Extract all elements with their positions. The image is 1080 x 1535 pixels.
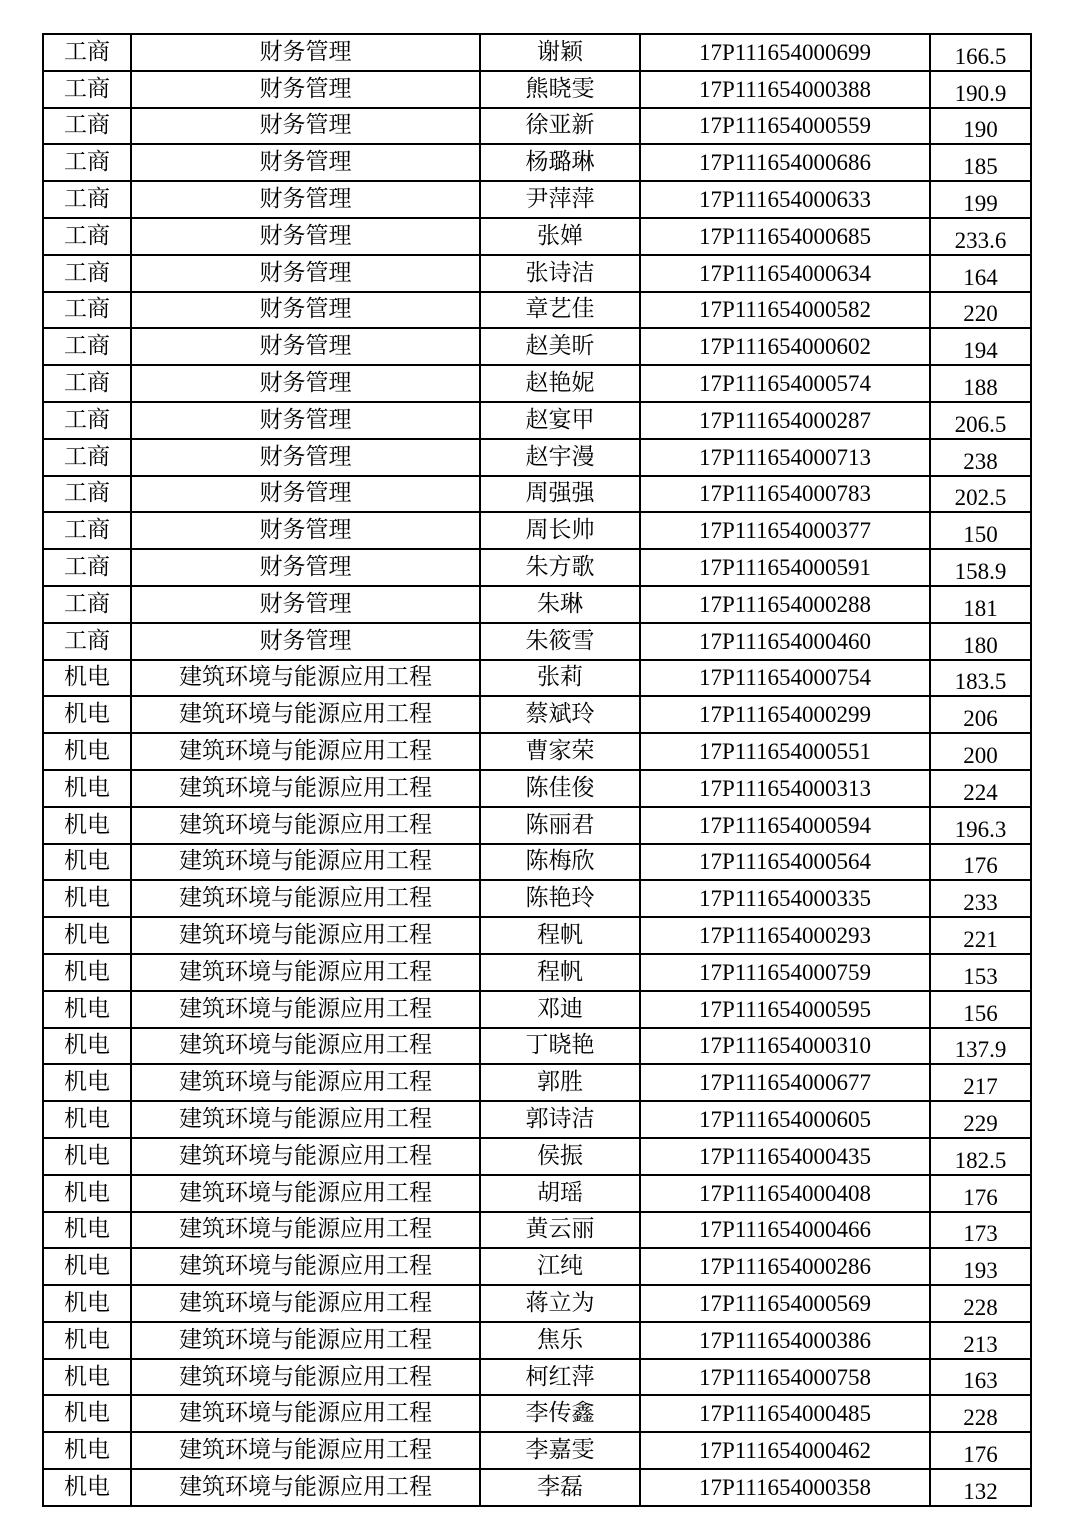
exam-id-cell: 17P111654000435 bbox=[640, 1138, 930, 1175]
table-row bbox=[43, 328, 1031, 365]
table-row bbox=[43, 292, 1031, 329]
table-row bbox=[43, 255, 1031, 292]
major-cell: 建筑环境与能源应用工程 bbox=[131, 954, 480, 991]
major-cell: 财务管理 bbox=[131, 439, 480, 476]
major-cell: 建筑环境与能源应用工程 bbox=[131, 844, 480, 881]
major-cell: 建筑环境与能源应用工程 bbox=[131, 1212, 480, 1249]
department-cell: 工商 bbox=[43, 71, 131, 108]
score-cell: 150 bbox=[930, 512, 1031, 549]
score-cell: 190.9 bbox=[930, 71, 1031, 108]
major-cell: 建筑环境与能源应用工程 bbox=[131, 1175, 480, 1212]
exam-id-cell: 17P111654000388 bbox=[640, 71, 930, 108]
department-cell: 机电 bbox=[43, 1101, 131, 1138]
department-cell: 工商 bbox=[43, 108, 131, 145]
student-name-cell: 尹萍萍 bbox=[480, 181, 640, 218]
major-cell: 财务管理 bbox=[131, 476, 480, 513]
exam-id-cell: 17P111654000602 bbox=[640, 328, 930, 365]
department-cell: 工商 bbox=[43, 512, 131, 549]
department-cell: 工商 bbox=[43, 34, 131, 71]
student-name-cell: 柯红萍 bbox=[480, 1359, 640, 1396]
department-cell: 工商 bbox=[43, 549, 131, 586]
student-name-cell: 谢颖 bbox=[480, 34, 640, 71]
department-cell: 机电 bbox=[43, 1285, 131, 1322]
student-name-cell: 周强强 bbox=[480, 476, 640, 513]
exam-id-cell: 17P111654000633 bbox=[640, 181, 930, 218]
score-cell: 217 bbox=[930, 1064, 1031, 1101]
major-cell: 财务管理 bbox=[131, 402, 480, 439]
table-row bbox=[43, 844, 1031, 881]
exam-id-cell: 17P111654000310 bbox=[640, 1028, 930, 1065]
major-cell: 财务管理 bbox=[131, 292, 480, 329]
table-row bbox=[43, 770, 1031, 807]
department-cell: 机电 bbox=[43, 1138, 131, 1175]
score-cell: 193 bbox=[930, 1248, 1031, 1285]
score-cell: 196.3 bbox=[930, 807, 1031, 844]
table-row bbox=[43, 181, 1031, 218]
score-cell: 173 bbox=[930, 1212, 1031, 1249]
major-cell: 建筑环境与能源应用工程 bbox=[131, 1322, 480, 1359]
department-cell: 工商 bbox=[43, 439, 131, 476]
department-cell: 工商 bbox=[43, 218, 131, 255]
exam-id-cell: 17P111654000783 bbox=[640, 476, 930, 513]
student-name-cell: 李嘉雯 bbox=[480, 1432, 640, 1469]
table-row bbox=[43, 439, 1031, 476]
department-cell: 工商 bbox=[43, 255, 131, 292]
department-cell: 工商 bbox=[43, 328, 131, 365]
table-row bbox=[43, 1432, 1031, 1469]
major-cell: 财务管理 bbox=[131, 144, 480, 181]
student-name-cell: 曹家荣 bbox=[480, 733, 640, 770]
score-cell: 132 bbox=[930, 1469, 1031, 1506]
table-row bbox=[43, 34, 1031, 71]
student-name-cell: 赵艳妮 bbox=[480, 365, 640, 402]
score-cell: 183.5 bbox=[930, 660, 1031, 697]
score-cell: 199 bbox=[930, 181, 1031, 218]
student-name-cell: 朱琳 bbox=[480, 586, 640, 623]
table-row bbox=[43, 1212, 1031, 1249]
major-cell: 财务管理 bbox=[131, 328, 480, 365]
exam-id-cell: 17P111654000551 bbox=[640, 733, 930, 770]
table-row bbox=[43, 108, 1031, 145]
exam-id-cell: 17P111654000699 bbox=[640, 34, 930, 71]
exam-id-cell: 17P111654000605 bbox=[640, 1101, 930, 1138]
student-name-cell: 程帆 bbox=[480, 954, 640, 991]
major-cell: 财务管理 bbox=[131, 365, 480, 402]
table-row bbox=[43, 1359, 1031, 1396]
department-cell: 机电 bbox=[43, 660, 131, 697]
score-cell: 238 bbox=[930, 439, 1031, 476]
table-row bbox=[43, 807, 1031, 844]
student-name-cell: 陈艳玲 bbox=[480, 880, 640, 917]
department-cell: 机电 bbox=[43, 1432, 131, 1469]
student-name-cell: 朱筱雪 bbox=[480, 623, 640, 660]
score-cell: 206 bbox=[930, 696, 1031, 733]
student-name-cell: 杨璐琳 bbox=[480, 144, 640, 181]
table-row bbox=[43, 917, 1031, 954]
student-name-cell: 程帆 bbox=[480, 917, 640, 954]
score-cell: 200 bbox=[930, 733, 1031, 770]
exam-id-cell: 17P111654000754 bbox=[640, 660, 930, 697]
student-name-cell: 李磊 bbox=[480, 1469, 640, 1506]
student-name-cell: 章艺佳 bbox=[480, 292, 640, 329]
table-row bbox=[43, 660, 1031, 697]
major-cell: 建筑环境与能源应用工程 bbox=[131, 1359, 480, 1396]
exam-id-cell: 17P111654000574 bbox=[640, 365, 930, 402]
score-cell: 194 bbox=[930, 328, 1031, 365]
exam-id-cell: 17P111654000759 bbox=[640, 954, 930, 991]
exam-id-cell: 17P111654000677 bbox=[640, 1064, 930, 1101]
student-name-cell: 蔡斌玲 bbox=[480, 696, 640, 733]
exam-id-cell: 17P111654000591 bbox=[640, 549, 930, 586]
major-cell: 建筑环境与能源应用工程 bbox=[131, 1285, 480, 1322]
student-name-cell: 赵宇漫 bbox=[480, 439, 640, 476]
score-cell: 228 bbox=[930, 1395, 1031, 1432]
score-cell: 166.5 bbox=[930, 34, 1031, 71]
student-name-cell: 蒋立为 bbox=[480, 1285, 640, 1322]
major-cell: 建筑环境与能源应用工程 bbox=[131, 991, 480, 1028]
exam-id-cell: 17P111654000758 bbox=[640, 1359, 930, 1396]
score-cell: 220 bbox=[930, 292, 1031, 329]
score-table bbox=[42, 33, 1032, 1507]
exam-id-cell: 17P111654000288 bbox=[640, 586, 930, 623]
score-cell: 163 bbox=[930, 1359, 1031, 1396]
table-row bbox=[43, 365, 1031, 402]
student-name-cell: 熊晓雯 bbox=[480, 71, 640, 108]
table-row bbox=[43, 71, 1031, 108]
exam-id-cell: 17P111654000408 bbox=[640, 1175, 930, 1212]
score-cell: 228 bbox=[930, 1285, 1031, 1322]
department-cell: 机电 bbox=[43, 1212, 131, 1249]
department-cell: 机电 bbox=[43, 1064, 131, 1101]
department-cell: 机电 bbox=[43, 1322, 131, 1359]
major-cell: 建筑环境与能源应用工程 bbox=[131, 770, 480, 807]
major-cell: 建筑环境与能源应用工程 bbox=[131, 880, 480, 917]
table-row bbox=[43, 144, 1031, 181]
table-row bbox=[43, 623, 1031, 660]
score-cell: 164 bbox=[930, 255, 1031, 292]
score-cell: 158.9 bbox=[930, 549, 1031, 586]
exam-id-cell: 17P111654000313 bbox=[640, 770, 930, 807]
table-row bbox=[43, 1322, 1031, 1359]
score-cell: 176 bbox=[930, 1432, 1031, 1469]
score-cell: 221 bbox=[930, 917, 1031, 954]
exam-id-cell: 17P111654000634 bbox=[640, 255, 930, 292]
department-cell: 工商 bbox=[43, 402, 131, 439]
score-cell: 181 bbox=[930, 586, 1031, 623]
table-row bbox=[43, 733, 1031, 770]
score-cell: 180 bbox=[930, 623, 1031, 660]
student-name-cell: 邓迪 bbox=[480, 991, 640, 1028]
major-cell: 建筑环境与能源应用工程 bbox=[131, 1138, 480, 1175]
exam-id-cell: 17P111654000287 bbox=[640, 402, 930, 439]
table-row bbox=[43, 1028, 1031, 1065]
department-cell: 机电 bbox=[43, 880, 131, 917]
exam-id-cell: 17P111654000462 bbox=[640, 1432, 930, 1469]
student-name-cell: 侯振 bbox=[480, 1138, 640, 1175]
student-name-cell: 郭诗洁 bbox=[480, 1101, 640, 1138]
major-cell: 建筑环境与能源应用工程 bbox=[131, 696, 480, 733]
score-cell: 176 bbox=[930, 1175, 1031, 1212]
major-cell: 建筑环境与能源应用工程 bbox=[131, 660, 480, 697]
score-cell: 224 bbox=[930, 770, 1031, 807]
major-cell: 建筑环境与能源应用工程 bbox=[131, 1432, 480, 1469]
table-row bbox=[43, 549, 1031, 586]
score-cell: 190 bbox=[930, 108, 1031, 145]
major-cell: 财务管理 bbox=[131, 623, 480, 660]
department-cell: 机电 bbox=[43, 1248, 131, 1285]
department-cell: 工商 bbox=[43, 144, 131, 181]
score-table-body bbox=[43, 34, 1031, 1506]
major-cell: 建筑环境与能源应用工程 bbox=[131, 1395, 480, 1432]
major-cell: 建筑环境与能源应用工程 bbox=[131, 917, 480, 954]
major-cell: 财务管理 bbox=[131, 71, 480, 108]
department-cell: 机电 bbox=[43, 1395, 131, 1432]
exam-id-cell: 17P111654000286 bbox=[640, 1248, 930, 1285]
exam-id-cell: 17P111654000685 bbox=[640, 218, 930, 255]
student-name-cell: 张莉 bbox=[480, 660, 640, 697]
major-cell: 财务管理 bbox=[131, 255, 480, 292]
department-cell: 机电 bbox=[43, 1469, 131, 1506]
exam-id-cell: 17P111654000335 bbox=[640, 880, 930, 917]
table-row bbox=[43, 1101, 1031, 1138]
table-row bbox=[43, 954, 1031, 991]
student-name-cell: 江纯 bbox=[480, 1248, 640, 1285]
score-cell: 188 bbox=[930, 365, 1031, 402]
department-cell: 机电 bbox=[43, 770, 131, 807]
student-name-cell: 黄云丽 bbox=[480, 1212, 640, 1249]
department-cell: 机电 bbox=[43, 991, 131, 1028]
major-cell: 建筑环境与能源应用工程 bbox=[131, 1469, 480, 1506]
table-row bbox=[43, 991, 1031, 1028]
department-cell: 机电 bbox=[43, 917, 131, 954]
department-cell: 机电 bbox=[43, 807, 131, 844]
student-name-cell: 陈梅欣 bbox=[480, 844, 640, 881]
table-row bbox=[43, 696, 1031, 733]
student-name-cell: 赵宴甲 bbox=[480, 402, 640, 439]
exam-id-cell: 17P111654000377 bbox=[640, 512, 930, 549]
department-cell: 工商 bbox=[43, 476, 131, 513]
department-cell: 工商 bbox=[43, 365, 131, 402]
department-cell: 机电 bbox=[43, 696, 131, 733]
exam-id-cell: 17P111654000358 bbox=[640, 1469, 930, 1506]
score-cell: 156 bbox=[930, 991, 1031, 1028]
table-row bbox=[43, 1469, 1031, 1506]
exam-id-cell: 17P111654000569 bbox=[640, 1285, 930, 1322]
table-row bbox=[43, 1395, 1031, 1432]
table-row bbox=[43, 880, 1031, 917]
exam-id-cell: 17P111654000582 bbox=[640, 292, 930, 329]
exam-id-cell: 17P111654000460 bbox=[640, 623, 930, 660]
department-cell: 工商 bbox=[43, 623, 131, 660]
exam-id-cell: 17P111654000485 bbox=[640, 1395, 930, 1432]
student-name-cell: 胡瑶 bbox=[480, 1175, 640, 1212]
student-name-cell: 丁晓艳 bbox=[480, 1028, 640, 1065]
score-cell: 233.6 bbox=[930, 218, 1031, 255]
score-cell: 182.5 bbox=[930, 1138, 1031, 1175]
department-cell: 机电 bbox=[43, 1359, 131, 1396]
major-cell: 建筑环境与能源应用工程 bbox=[131, 807, 480, 844]
department-cell: 机电 bbox=[43, 1028, 131, 1065]
table-row bbox=[43, 1285, 1031, 1322]
student-name-cell: 焦乐 bbox=[480, 1322, 640, 1359]
table-row bbox=[43, 1175, 1031, 1212]
student-name-cell: 陈佳俊 bbox=[480, 770, 640, 807]
table-row bbox=[43, 402, 1031, 439]
exam-id-cell: 17P111654000686 bbox=[640, 144, 930, 181]
major-cell: 财务管理 bbox=[131, 512, 480, 549]
score-cell: 206.5 bbox=[930, 402, 1031, 439]
department-cell: 工商 bbox=[43, 181, 131, 218]
student-name-cell: 李传鑫 bbox=[480, 1395, 640, 1432]
exam-id-cell: 17P111654000299 bbox=[640, 696, 930, 733]
exam-id-cell: 17P111654000559 bbox=[640, 108, 930, 145]
department-cell: 工商 bbox=[43, 586, 131, 623]
table-row bbox=[43, 476, 1031, 513]
score-cell: 202.5 bbox=[930, 476, 1031, 513]
exam-id-cell: 17P111654000595 bbox=[640, 991, 930, 1028]
student-name-cell: 陈丽君 bbox=[480, 807, 640, 844]
department-cell: 机电 bbox=[43, 733, 131, 770]
score-cell: 213 bbox=[930, 1322, 1031, 1359]
score-cell: 153 bbox=[930, 954, 1031, 991]
exam-id-cell: 17P111654000293 bbox=[640, 917, 930, 954]
major-cell: 建筑环境与能源应用工程 bbox=[131, 733, 480, 770]
major-cell: 建筑环境与能源应用工程 bbox=[131, 1101, 480, 1138]
student-name-cell: 郭胜 bbox=[480, 1064, 640, 1101]
table-row bbox=[43, 1064, 1031, 1101]
table-row bbox=[43, 512, 1031, 549]
student-name-cell: 赵美昕 bbox=[480, 328, 640, 365]
score-cell: 176 bbox=[930, 844, 1031, 881]
department-cell: 机电 bbox=[43, 954, 131, 991]
student-name-cell: 周长帅 bbox=[480, 512, 640, 549]
major-cell: 财务管理 bbox=[131, 34, 480, 71]
table-row bbox=[43, 586, 1031, 623]
exam-id-cell: 17P111654000713 bbox=[640, 439, 930, 476]
student-name-cell: 徐亚新 bbox=[480, 108, 640, 145]
table-row bbox=[43, 1138, 1031, 1175]
table-row bbox=[43, 218, 1031, 255]
major-cell: 财务管理 bbox=[131, 108, 480, 145]
table-row bbox=[43, 1248, 1031, 1285]
major-cell: 建筑环境与能源应用工程 bbox=[131, 1064, 480, 1101]
score-cell: 185 bbox=[930, 144, 1031, 181]
exam-id-cell: 17P111654000564 bbox=[640, 844, 930, 881]
major-cell: 财务管理 bbox=[131, 181, 480, 218]
student-name-cell: 张婵 bbox=[480, 218, 640, 255]
score-cell: 229 bbox=[930, 1101, 1031, 1138]
department-cell: 机电 bbox=[43, 1175, 131, 1212]
exam-id-cell: 17P111654000466 bbox=[640, 1212, 930, 1249]
department-cell: 机电 bbox=[43, 844, 131, 881]
major-cell: 建筑环境与能源应用工程 bbox=[131, 1248, 480, 1285]
student-name-cell: 朱方歌 bbox=[480, 549, 640, 586]
major-cell: 建筑环境与能源应用工程 bbox=[131, 1028, 480, 1065]
score-cell: 137.9 bbox=[930, 1028, 1031, 1065]
department-cell: 工商 bbox=[43, 292, 131, 329]
major-cell: 财务管理 bbox=[131, 549, 480, 586]
major-cell: 财务管理 bbox=[131, 586, 480, 623]
major-cell: 财务管理 bbox=[131, 218, 480, 255]
exam-id-cell: 17P111654000594 bbox=[640, 807, 930, 844]
score-cell: 233 bbox=[930, 880, 1031, 917]
exam-id-cell: 17P111654000386 bbox=[640, 1322, 930, 1359]
student-name-cell: 张诗洁 bbox=[480, 255, 640, 292]
